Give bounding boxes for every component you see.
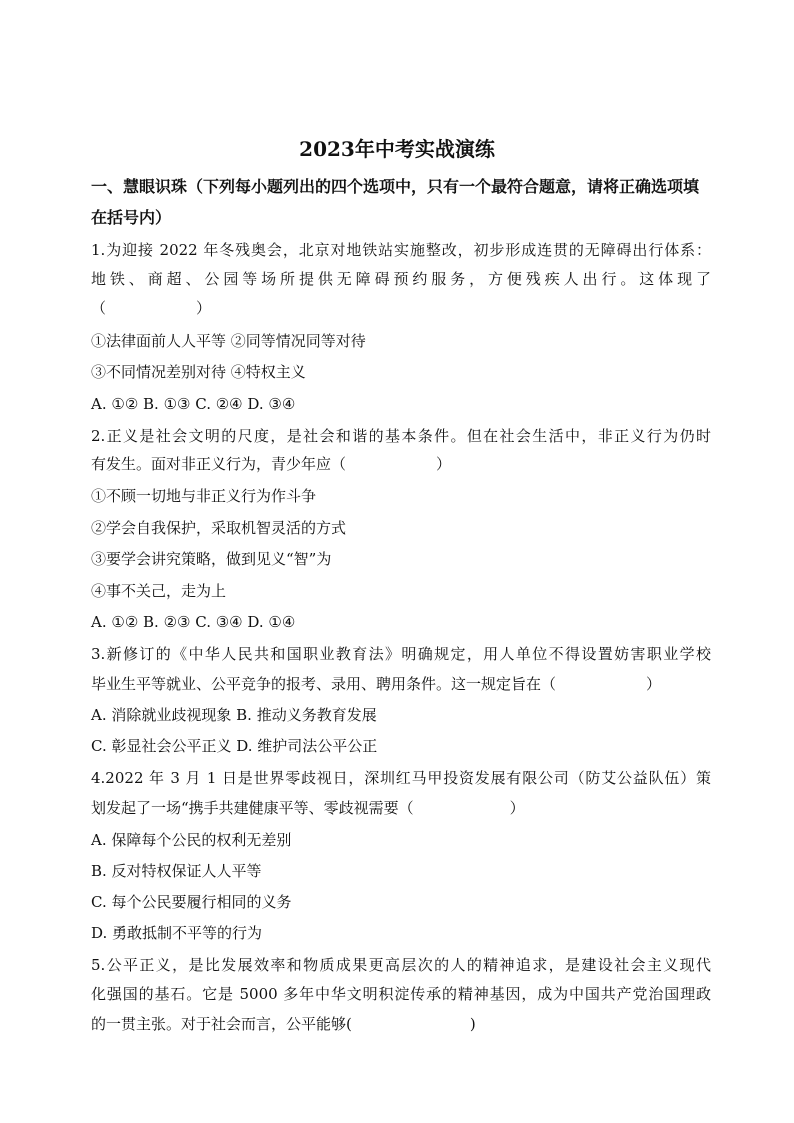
q4-stem-line2 [91, 797, 711, 819]
q3-stem-line1: 3.新修订的《中华人民共和国职业教育法》明确规定，用人单位不得设置妨害职业学校 [91, 645, 711, 663]
q3-stem-line2 [91, 673, 711, 695]
q1-items-line2: ③不同情况差别对待 ④特权主义 [91, 363, 306, 381]
q4-option-c: C. 每个公民要履行相同的义务 [91, 893, 292, 911]
q5-stem-line2: 化强国的基石。它是 5000 多年中华文明积淀传承的精神基因，成为中国共产党治国理政 [91, 985, 711, 1003]
q2-item2: ②学会自我保护，采取机智灵活的方式 [91, 519, 347, 537]
q4-stem-line1: 4.2022 年 3 月 1 日是世界零歧视日，深圳红马甲投资发展有限公司（防艾公益队伍）策 [91, 769, 711, 787]
q2-options: A. ①② B. ②③ C. ③④ D. ①④ [91, 613, 296, 631]
q3-options-line2: C. 彰显社会公平正义 D. 维护司法公平公正 [91, 737, 378, 755]
q1-stem-line1: 1.为迎接 2022 年冬残奥会，北京对地铁站实施整改，初步形成连贯的无障碍出行体系： [91, 241, 711, 259]
q5-stem-text: 的一贯主张。对于社会而言，公平能够( [91, 1015, 352, 1033]
q2-item4: ④事不关己，走为上 [91, 582, 227, 600]
q4-stem-text: 划发起了一场“携手共建健康平等、零歧视需要（ [91, 799, 414, 817]
q2-stem-line1: 2.正义是社会文明的尺度，是社会和谐的基本条件。但在社会生活中，非正义行为仍时 [91, 427, 711, 445]
q2-item1: ①不顾一切地与非正义行为作斗争 [91, 487, 317, 505]
q2-stem-text: 有发生。面对非正义行为，青少年应（ [91, 455, 347, 473]
q5-stem-line1: 5.公平正义，是比发展效率和物质成果更高层次的人的精神追求，是建设社会主义现代 [91, 956, 711, 974]
q3-options-line1: A. 消除就业歧视现象 B. 推动义务教育发展 [91, 706, 377, 724]
q1-bracket-open: （ [91, 299, 107, 317]
section-heading-line2: 在括号内） [91, 208, 172, 227]
q4-option-b: B. 反对特权保证人人平等 [91, 862, 262, 880]
q4-option-d: D. 勇敢抵制不平等的行为 [91, 924, 263, 942]
q3-bracket-close: ） [646, 675, 662, 693]
q3-stem-text: 毕业生平等就业、公平竞争的报考、录用、聘用条件。这一规定旨在（ [91, 675, 557, 693]
q1-items-line1: ①法律面前人人平等 ②同等情况同等对待 [91, 332, 366, 350]
q1-options: A. ①② B. ①③ C. ②④ D. ③④ [91, 395, 296, 413]
q2-stem-line2 [91, 453, 711, 475]
section-heading-line1: 一、慧眼识珠（下列每小题列出的四个选项中，只有一个最符合题意，请将正确选项填 [91, 177, 700, 196]
q4-bracket-close: ） [509, 799, 525, 817]
q2-bracket-close: ） [436, 455, 452, 473]
page-title: 2023年中考实战演练 [299, 137, 495, 161]
q4-option-a: A. 保障每个公民的权利无差别 [91, 831, 292, 849]
q5-stem-line3 [91, 1013, 711, 1035]
q5-bracket-close: ) [469, 1015, 476, 1033]
q2-item3: ③要学会讲究策略，做到见义“智”为 [91, 550, 332, 568]
q1-bracket-close: ） [196, 299, 212, 317]
q1-stem-line2: 地铁、商超、公园等场所提供无障碍预约服务，方便残疾人出行。这体现了 [91, 270, 711, 288]
q1-answer-bracket [91, 297, 711, 319]
